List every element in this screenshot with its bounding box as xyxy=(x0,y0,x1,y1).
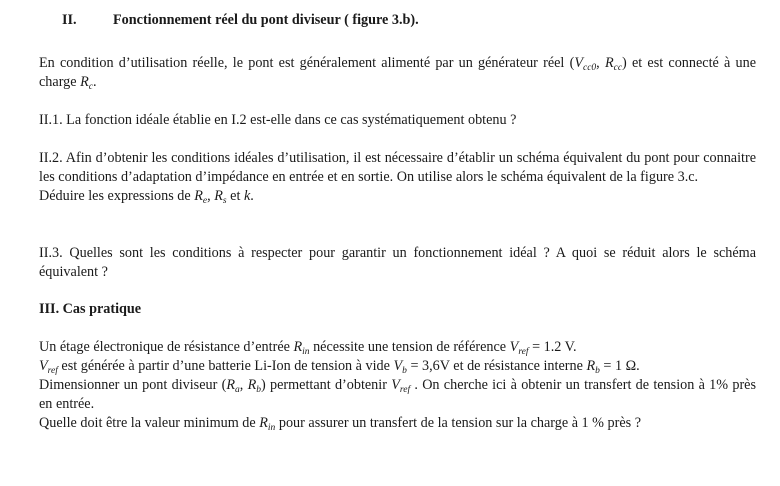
practical-line-1: Un étage électronique de résistance d’entrée $R_{in}$ nécessite une tension de référence $V_{ref} = 1.2$ V. xyxy=(39,339,577,357)
rin-symbol-2: $R_{in}$ xyxy=(259,415,276,433)
vref-symbol: $V_{ref}$ xyxy=(509,339,529,357)
section-2-title: Fonctionnement réel du pont diviseur ( figure 3.b). xyxy=(113,12,419,28)
vb-symbol: $V_b$ xyxy=(393,358,407,376)
section-2-heading xyxy=(62,11,419,30)
section-2-number: II. xyxy=(62,12,77,28)
question-2-2-task: Déduire les expressions de $R_e$, $R_s$ et k. xyxy=(39,188,254,206)
k-symbol: k xyxy=(243,188,251,204)
intro-paragraph xyxy=(39,54,756,92)
ra-symbol: $R_a$ xyxy=(226,377,240,395)
rcc-symbol: $R_{cc}$ xyxy=(604,55,623,73)
question-2-3: II.3. Quelles sont les conditions à respecter pour garantir un fonctionnement idéal ? A quoi se réduit alors le schéma équivalent ? xyxy=(39,245,756,280)
rb-symbol: $R_b$ xyxy=(586,358,600,376)
question-2-1: II.1. La fonction idéale établie en I.2 est-elle dans ce cas systématiquement obtenu ? xyxy=(39,112,517,128)
practical-line-2: $V_{ref}$ est générée à partir d’une batterie Li-Ion de tension à vide $V_b = 3,6V$ et de résistance interne $R_b = 1$ Ω. xyxy=(39,358,640,376)
practical-line-3: Dimensionner un pont diviseur ($R_a$, $R_b$) permettant d’obtenir $V_{ref}$ . On cherche ici à obtenir un transfert de tension à 1% près en entrée. xyxy=(39,377,756,412)
vcc0-symbol: $V_{cc0}$ xyxy=(574,55,597,73)
rs-symbol: $R_s$ xyxy=(214,188,227,206)
question-2-2-text: II.2. Afin d’obtenir les conditions idéales d’utilisation, il est nécessaire d’établir un schéma équivalent du pont pour connaitre les conditions d’adaptation d’impédance en entrée et en sortie. On utilise alors le schéma équivalent de la figure 3.c. xyxy=(39,150,756,185)
practical-case-body xyxy=(39,338,756,433)
re-symbol: $R_e$ xyxy=(194,188,208,206)
vref-symbol-2: $V_{ref}$ xyxy=(39,358,58,376)
intro-sep: , xyxy=(596,55,605,71)
vref-symbol-3: $V_{ref}$ xyxy=(391,377,411,395)
rb-symbol-2: $R_b$ xyxy=(247,377,261,395)
intro-text-3: . xyxy=(92,74,97,90)
section-3-heading: III. Cas pratique xyxy=(39,301,142,317)
rc-symbol: $R_c$ xyxy=(80,74,93,92)
rin-symbol: $R_{in}$ xyxy=(293,339,310,357)
intro-text-1: En condition d’utilisation réelle, le pont est généralement alimenté par un générateur réel ( xyxy=(39,55,575,71)
practical-line-4: Quelle doit être la valeur minimum de $R_{in}$ pour assurer un transfert de la tension sur la charge à 1 % près ? xyxy=(39,415,642,433)
question-2-2 xyxy=(39,149,756,206)
intro-text-2: ) et est connecté à une charge xyxy=(39,55,757,90)
